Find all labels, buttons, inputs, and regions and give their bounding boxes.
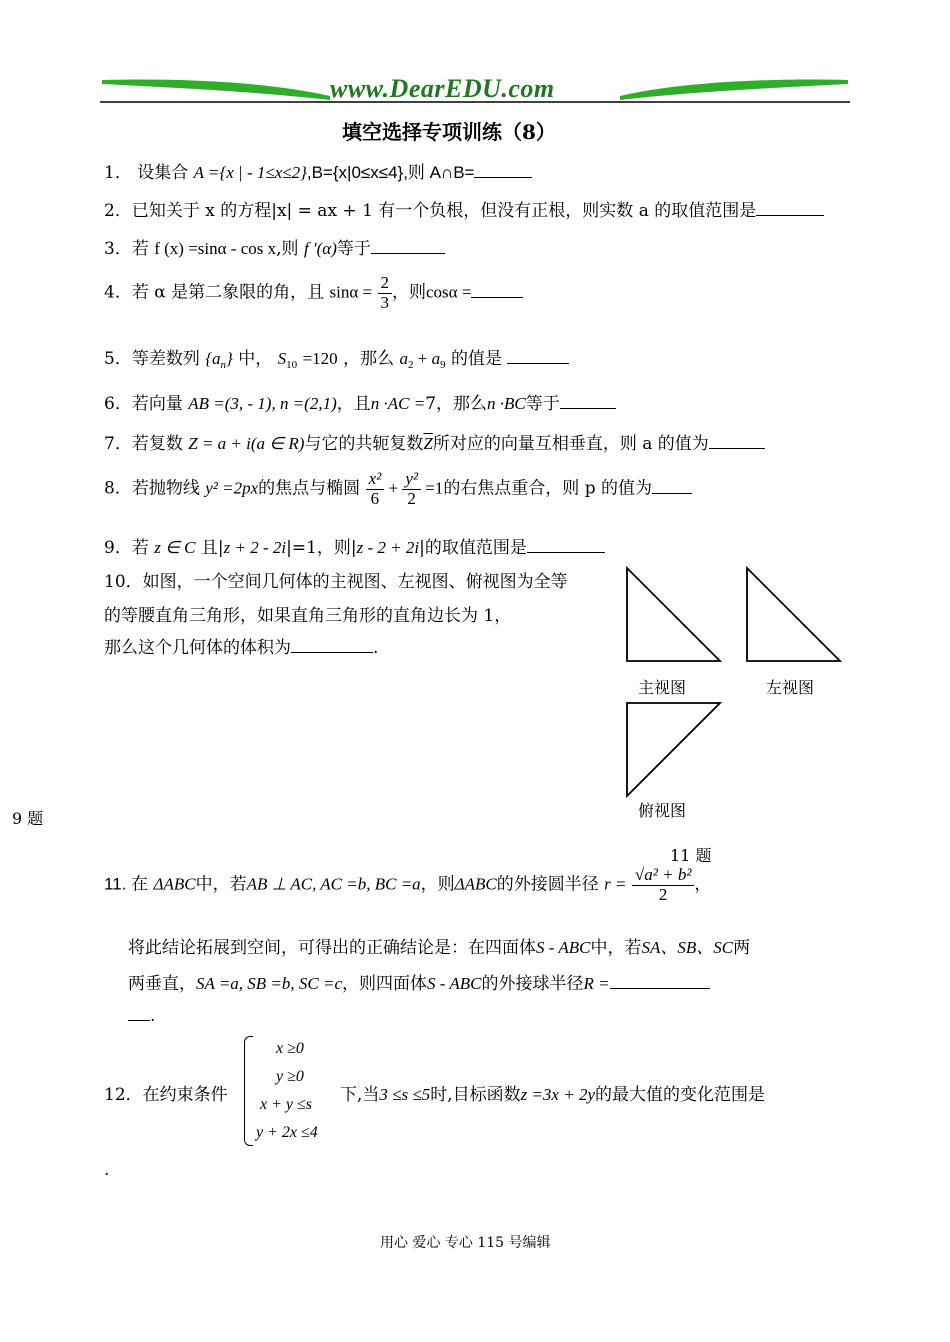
q9-expr1: z + 2 - 2i xyxy=(223,538,287,557)
q1-answer-blank[interactable] xyxy=(474,163,532,178)
q9-prefix: 9．若 xyxy=(104,538,149,558)
q6-mid: ，且 xyxy=(336,394,371,414)
q10-suffix: . xyxy=(373,638,379,658)
side-view-triangle xyxy=(744,565,844,665)
q8-six: 6 xyxy=(370,488,380,508)
q4-answer-blank[interactable] xyxy=(471,283,523,298)
left-swoosh xyxy=(102,80,330,100)
question-1 xyxy=(104,158,532,183)
q1-set-b: ,B={x|0≤x≤4},则 A∩B= xyxy=(306,163,475,182)
q9-mid2: |=1，则| xyxy=(286,538,357,558)
question-12-body xyxy=(340,1080,765,1105)
q11-tri2: ΔABC xyxy=(454,874,497,894)
q5-answer-blank[interactable] xyxy=(507,349,569,364)
q9-mid1: 且| xyxy=(200,538,224,558)
q9-answer-blank[interactable] xyxy=(527,538,605,553)
q11-answer-blank-cont[interactable] xyxy=(128,1006,150,1021)
q9-z: z ∈ C xyxy=(154,538,196,557)
question-9 xyxy=(104,533,605,558)
q7-expr: Z = a + i(a ∈ R) xyxy=(188,434,305,453)
q5-prefix: 5．等差数列 xyxy=(104,349,200,369)
q11-line2-s: S - ABC xyxy=(536,938,591,957)
q5-a9: a xyxy=(431,349,441,368)
q8-frac-x xyxy=(366,470,385,508)
q12-constraint-1: x ≥0 xyxy=(276,1040,304,1057)
q7-suffix: 所对应的向量互相垂直，则 a 的值为 xyxy=(432,434,709,454)
front-view-triangle xyxy=(624,565,724,665)
q11-line3-expr: SA =a, SB =b, SC =c xyxy=(196,974,343,993)
q4-cos: cosα = xyxy=(426,282,472,302)
q12-mid2: 时,目标函数 xyxy=(430,1085,521,1105)
q3-answer-blank[interactable] xyxy=(371,239,445,254)
q7-answer-blank[interactable] xyxy=(709,434,765,449)
question-7 xyxy=(104,429,765,454)
q12-mid1: 下,当 xyxy=(340,1085,380,1105)
q1-prefix: 1． 设集合 xyxy=(104,163,189,183)
caption-11: 11 题 xyxy=(670,846,712,865)
q12-range: 3 ≤s ≤5 xyxy=(379,1085,431,1104)
q5-mid2: ，那么 xyxy=(343,349,395,369)
right-swoosh xyxy=(620,80,848,100)
q11-line2: 将此结论拓展到空间，可得出的正确结论是：在四面体 xyxy=(128,938,536,958)
q11-comma: ， xyxy=(694,874,712,895)
q5-suffix: 的值是 xyxy=(450,349,502,369)
q12-constraint-brace xyxy=(244,1036,253,1146)
q11-prefix: 11. 在 xyxy=(104,874,149,894)
q8-x2: x² xyxy=(366,470,385,490)
page-footer: 用心 爱心 专心 115 号编辑 xyxy=(380,1235,551,1251)
q5-plus: + xyxy=(413,349,432,368)
q12-constraint-3: x + y ≤s xyxy=(260,1096,313,1113)
question-10-line-1: 10．如图，一个空间几何体的主视图、左视图、俯视图为全等 xyxy=(104,572,568,592)
q5-a9-sub: 9 xyxy=(440,359,446,371)
q4-prefix: 4．若 α 是第二象限的角，且 xyxy=(104,282,325,303)
q5-mid1: 中， xyxy=(238,349,273,369)
q8-answer-blank[interactable] xyxy=(652,479,692,494)
q5-seq-end: } xyxy=(226,349,233,368)
q3-expr: f (x) =sinα - cos x xyxy=(154,239,277,258)
q11-big-r: R = xyxy=(583,974,610,993)
caption-9: 9 题 xyxy=(12,809,44,828)
question-6 xyxy=(104,389,616,414)
question-11-line-2 xyxy=(128,933,750,958)
q6-expr: AB =(3, - 1), n =(2,1) xyxy=(188,394,337,413)
q9-suffix: |的取值范围是 xyxy=(419,538,527,558)
q6-dot2: n ·BC xyxy=(487,394,526,413)
q7-conj: $\overline{Z}$ xyxy=(423,434,433,453)
q2-text: 2．已知关于 x 的方程|x| = ax + 1 有一个负根，但没有正根，则实数 a 的取值范围是 xyxy=(104,201,757,221)
q2-answer-blank[interactable] xyxy=(756,201,824,216)
q11-den: 2 xyxy=(658,884,668,904)
q11-fraction xyxy=(632,866,695,904)
q6-dot1: n ·AC = xyxy=(370,394,426,413)
q11-line3-suffix: 的外接球半径 xyxy=(481,974,584,994)
q5-a2: a xyxy=(399,349,408,368)
q8-frac-y xyxy=(402,470,421,508)
q12-suffix: 的最大值的变化范围是 xyxy=(595,1085,765,1105)
q8-mid: 的焦点与椭圆 xyxy=(258,478,361,499)
q8-parabola: y² =2px xyxy=(205,478,259,498)
q11-cond: AB ⊥ AC, AC =b, BC =a xyxy=(246,874,421,894)
q3-prefix: 3．若 xyxy=(104,239,149,259)
question-10-line-2: 的等腰直角三角形，如果直角三角形的直角边长为 1， xyxy=(104,606,512,626)
q8-plus: + xyxy=(384,478,403,498)
site-logo: www.DearEDU.com xyxy=(330,74,555,103)
q8-y2: y² xyxy=(402,470,421,490)
q12-objective: z =3x + 2y xyxy=(520,1085,595,1104)
q12-constraint-4: y + 2x ≤4 xyxy=(256,1124,318,1141)
q5-a2-sub: 2 xyxy=(407,359,414,371)
q5-seq xyxy=(205,349,233,371)
q7-prefix: 7．若复数 xyxy=(104,434,183,454)
q11-suffix: 的外接圆半径 xyxy=(496,874,599,895)
question-2 xyxy=(104,196,824,221)
q10-answer-blank[interactable] xyxy=(291,638,373,653)
q4-mid: ，则 xyxy=(392,282,427,303)
q12-trailing-period: . xyxy=(104,1160,110,1180)
q11-tri: ΔABC xyxy=(153,874,196,894)
q5-s-sub: 10 xyxy=(286,359,298,371)
q5-s-val: =120 xyxy=(302,349,338,368)
q11-answer-blank[interactable] xyxy=(610,974,710,989)
question-4 xyxy=(104,274,523,312)
q5-seq-sub: n xyxy=(220,359,227,371)
q4-num: 2 xyxy=(378,274,393,294)
q3-deriv: f ′(α) xyxy=(303,239,337,258)
q3-mid: ,则 xyxy=(276,239,299,259)
top-view-triangle xyxy=(624,700,724,800)
q8-prefix: 8．若抛物线 xyxy=(104,478,200,499)
q6-prefix: 6．若向量 xyxy=(104,394,183,414)
q8-eq: =1 xyxy=(420,478,444,498)
q9-expr2: z - 2 + 2i xyxy=(356,538,420,557)
q5-seq-a: {a xyxy=(205,349,221,368)
q11-line2-end: 两 xyxy=(733,938,751,958)
q6-answer-blank[interactable] xyxy=(560,394,616,409)
q3-suffix: 等于 xyxy=(336,239,371,259)
top-view-label: 俯视图 xyxy=(638,801,687,820)
question-3 xyxy=(104,234,445,259)
q12-constraint-2: y ≥0 xyxy=(276,1068,304,1085)
side-view-label: 左视图 xyxy=(766,678,815,697)
question-11-line-3 xyxy=(128,969,710,994)
q11-line2-mid: 中，若 xyxy=(590,938,642,958)
q11-line3-s: S - ABC xyxy=(427,974,482,993)
front-view-label: 主视图 xyxy=(638,678,687,697)
q11-line4-end: . xyxy=(150,1006,156,1026)
q7-mid: 与它的共轭复数 xyxy=(304,434,424,454)
question-8 xyxy=(104,470,692,508)
question-11-line-4 xyxy=(128,1006,155,1026)
q1-set-a: A ={x | - 1≤x≤2} xyxy=(193,163,307,182)
q8-suffix: 的右焦点重合，则 p 的值为 xyxy=(443,478,653,499)
q10-line3-prefix: 那么这个几何体的体积为 xyxy=(104,638,291,658)
question-5 xyxy=(104,344,569,371)
q8-two: 2 xyxy=(407,488,416,508)
q11-line2-edges: SA、SB、SC xyxy=(641,938,734,957)
q4-fraction xyxy=(378,274,393,312)
q11-r: r = xyxy=(604,874,627,894)
q11-mid: 中，若 xyxy=(195,874,247,895)
q11-line3-prefix: 两垂直， xyxy=(128,974,196,994)
question-12-prefix: 12．在约束条件 xyxy=(104,1085,228,1105)
q11-num: √a² + b² xyxy=(632,866,695,886)
q4-den: 3 xyxy=(380,292,390,312)
q6-val: 7，那么 xyxy=(425,394,488,414)
q11-mid2: ，则 xyxy=(420,874,455,895)
q11-line3-mid: ，则四面体 xyxy=(342,974,428,994)
q5-s: S xyxy=(277,349,287,368)
question-11-line-1 xyxy=(104,866,711,904)
question-10-line-3 xyxy=(104,633,378,658)
q6-suffix: 等于 xyxy=(525,394,560,414)
q4-sin: sinα = xyxy=(329,282,373,302)
page-title: 填空选择专项训练（8） xyxy=(342,120,556,144)
